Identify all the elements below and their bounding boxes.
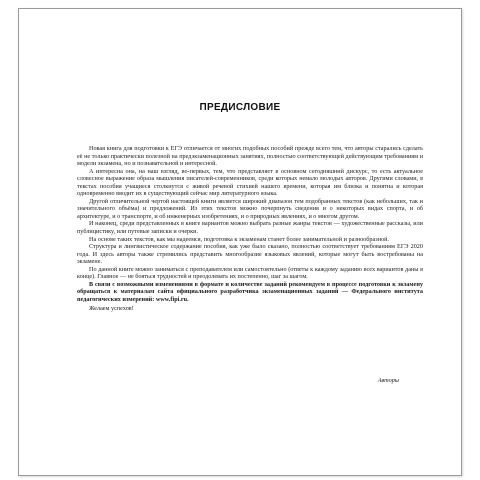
wishes-paragraph: Желаем успехов! bbox=[89, 305, 134, 313]
paragraph-5: На основе таких текстов, как мы надеемся, подготовка к экзаменам станет более занимательной и разнообразной. bbox=[89, 235, 389, 243]
paragraph-3: Другой отличительной чертой настоящей книги является широкий диапазон тем подобранных текстов (как небольших, так и значительного объёма) и предложений. Из этих текстов можно почерпнуть сведения и о некоторых видах спорта, и об архитектуре, и о транспорте, и об инженерных изобретениях, и о природных явлениях, и о многом другом. bbox=[77, 197, 423, 220]
book-page bbox=[18, 8, 462, 476]
page-title: ПРЕДИСЛОВИЕ bbox=[199, 102, 281, 113]
paragraph-4: И наконец, среди представленных в книге вариантов можно выбрать разные жанры текстов — художественные рассказы, или публицистику, или путевые записки и очерки. bbox=[77, 220, 423, 236]
paragraph-1: Новая книга для подготовки к ЕГЭ отличается от многих подобных пособий прежде всего тем, что авторы старались сделать её не только практически полезной на предэкзаменационных занятиях, полностью соответствующей действующим требованиям и модели экзамена, но и познавательной и интересной. bbox=[77, 145, 423, 168]
signature: Авторы bbox=[377, 377, 399, 384]
paragraph-6: Структура и лингвистическое содержание пособия, как уже было сказано, полностью соответствует требованиям ЕГЭ 2020 года. И здесь авторы также стремились представить многообразие языковых явлений, которые могут быть востребованы на экзамене. bbox=[77, 243, 423, 266]
preface-body bbox=[77, 145, 423, 313]
notice-paragraph: В связи с возможными изменениями в формате и количестве заданий рекомендуем в процессе подготовки к экзамену обращаться к материалам сайта официального разработчика экзаменационных заданий — Федерального института педагогических измерений: www.fipi.ru. bbox=[77, 280, 423, 303]
paragraph-7: По данной книге можно заниматься с преподавателем или самостоятельно (ответы к каждому заданию всех вариантов даны в конце). Главное — не бояться трудностей и преодолевать их постепенно, шаг за шагом. bbox=[77, 265, 423, 281]
paragraph-2: А интересна она, на наш взгляд, во-первых, тем, что представляет в основном сегодняшний дискурс, то есть актуальное словесное выражение образа мышления писателей-современников, среди которых немало молодых авторов. Другими словами, в текстах пособия учащиеся столкнутся с живой речевой стихией нашего времени, которая им близка и понятна и которая одновременно вводит их в существующий сейчас мир литературного языка. bbox=[77, 167, 423, 198]
